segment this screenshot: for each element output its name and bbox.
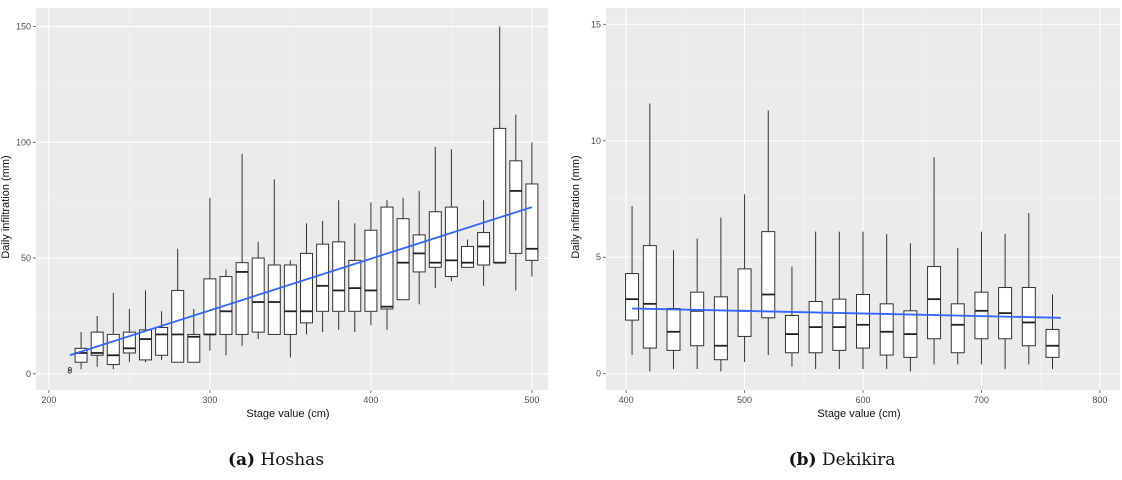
box <box>857 295 870 349</box>
caption-label: (b) <box>788 450 817 470</box>
box <box>333 242 345 311</box>
box <box>107 334 119 364</box>
box <box>204 279 216 335</box>
box <box>349 260 361 311</box>
caption-name: Hoshas <box>260 450 325 470</box>
box <box>494 128 506 262</box>
y-tick-label: 50 <box>20 253 31 264</box>
box <box>172 290 184 362</box>
x-axis-title: Stage value (cm) <box>817 408 901 420</box>
box <box>478 233 490 265</box>
x-tick-label: 600 <box>855 395 871 405</box>
box <box>626 274 639 321</box>
box <box>643 246 656 348</box>
x-tick-label: 800 <box>1092 395 1108 405</box>
x-tick-label: 400 <box>618 395 634 405</box>
box <box>317 244 329 311</box>
box <box>381 207 393 309</box>
box <box>461 246 473 267</box>
caption-label: (a) <box>227 450 256 470</box>
x-axis-title: Stage value (cm) <box>246 408 330 420</box>
box <box>445 207 457 276</box>
x-tick-label: 200 <box>41 395 57 405</box>
caption-name: Dekikira <box>821 450 896 470</box>
caption-hoshas <box>0 450 552 470</box>
chart-hoshas <box>0 0 552 440</box>
box <box>880 304 893 355</box>
chart-panel-dekikira <box>562 0 1122 480</box>
chart-panel-hoshas <box>0 0 552 480</box>
y-tick-label: 10 <box>590 135 601 146</box>
box <box>1046 329 1059 357</box>
box <box>691 292 704 346</box>
box <box>510 161 522 254</box>
box <box>833 299 846 350</box>
box <box>300 253 312 322</box>
caption-dekikira <box>562 450 1122 470</box>
x-tick-label: 300 <box>202 395 218 405</box>
y-tick-label: 15 <box>590 19 601 30</box>
box <box>762 232 775 318</box>
x-tick-label: 400 <box>363 395 379 405</box>
box <box>365 230 377 311</box>
box <box>268 265 280 334</box>
chart-dekikira <box>562 0 1122 440</box>
box <box>284 265 296 334</box>
box <box>928 267 941 339</box>
y-tick-label: 0 <box>25 368 31 379</box>
y-tick-label: 5 <box>595 252 601 263</box>
x-tick-label: 500 <box>737 395 753 405</box>
y-tick-label: 150 <box>15 21 31 32</box>
box <box>667 308 680 350</box>
y-axis-title: Daily infiltration (mm) <box>570 155 582 259</box>
box <box>951 304 964 353</box>
y-tick-label: 100 <box>15 137 31 148</box>
box <box>91 332 103 355</box>
box <box>156 327 168 355</box>
box <box>139 330 151 360</box>
box <box>188 334 200 362</box>
y-axis-title: Daily infiltration (mm) <box>0 155 12 259</box>
box <box>714 297 727 360</box>
box <box>738 269 751 337</box>
x-tick-label: 500 <box>524 395 540 405</box>
box <box>397 219 409 300</box>
y-tick-label: 0 <box>595 368 601 379</box>
x-tick-label: 700 <box>973 395 989 405</box>
